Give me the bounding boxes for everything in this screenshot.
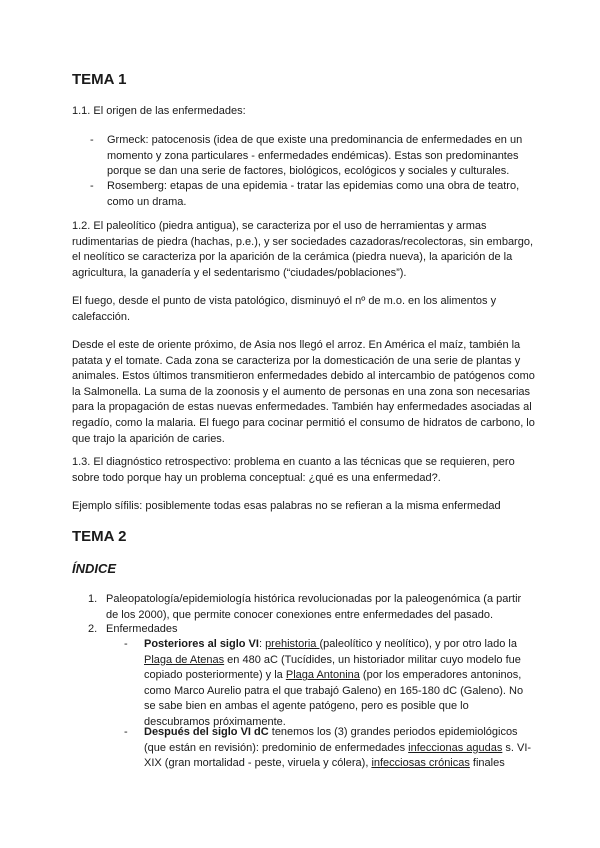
paragraph-sifilis: Ejemplo sífilis: posiblemente todas esas palabras no se refieran a la misma enfermedad: [72, 500, 501, 512]
sub-bullet-marker: -: [124, 638, 128, 650]
sub-bullet-text: [144, 637, 534, 731]
numbered-item: [88, 592, 538, 624]
item-number: 1.: [88, 593, 98, 605]
text-run: s. VI-XIX (gran mortalidad - peste, viruela y cólera),: [144, 741, 532, 770]
tema1-title: TEMA 1: [72, 71, 127, 88]
underlined-term: Plaga de Atenas: [144, 653, 225, 666]
sub-bullet-marker: -: [124, 726, 128, 738]
item-text: Paleopatología/epidemiología histórica revolucionadas por la paleogenómica (a partir de los 2000), que permite conocer conexiones entre enfermedades del pasado.: [106, 593, 522, 621]
paragraph-oriente: Desde el este de oriente próximo, de Asia nos llegó el arroz. En América el maíz, también la patata y el tomate. Cada zona se caracteriza por la domesticación de una serie de plantas y animales. Estos últimos transmitieron enfermedades debido al intercambio de patógenos como la Salmonella. La suma de la zoonosis y el aumento de personas en una zona son necesarias para la propagación de estas nuevas enfermedades. También hay enfermedades asociadas al regadío, como la malaria. El fuego para cocinar permitió el consumo de hidratos de carbono, lo que trajo la aparición de caries.: [72, 339, 535, 445]
text-run: tenemos los (3) grandes periodos epidemiológicos (que están en revisión): predominio de enfermedades: [144, 726, 518, 754]
bullet-text: Grmeck: patocenosis (idea de que existe una predominancia de enfermedades en un momento y zona particulares - enfermedades endémicas). Estas son predominantes porque se dan una serie de factores, biológicos, ecológicos y sociales y culturales.: [107, 134, 523, 178]
text-run: (paleolítico y neolítico), y por otro lado la: [319, 638, 517, 650]
paragraph-fuego: El fuego, desde el punto de vista patológico, disminuyó el nº de m.o. en los alimentos y calefacción.: [72, 295, 497, 323]
item-text: Enfermedades: [106, 623, 178, 635]
bold-term: Después del siglo VI dC: [144, 726, 269, 738]
tema2-title: TEMA 2: [72, 528, 127, 545]
underlined-term: infecciosas crónicas: [371, 757, 470, 770]
sub-bullet-item: [124, 725, 534, 773]
item-number: 2.: [88, 623, 98, 635]
underlined-term: prehistoria: [265, 638, 320, 650]
text-run: finales: [469, 757, 505, 770]
bullet-text: Rosemberg: etapas de una epidemia - tratar las epidemias como una obra de teatro, como un drama.: [107, 180, 520, 208]
bullet-marker: -: [90, 134, 94, 146]
paragraph-1-3: 1.3. El diagnóstico retrospectivo: problema en cuanto a las técnicas que se requieren, pero sobre todo porque hay un problema conceptual: ¿qué es una enfermedad?.: [72, 456, 515, 484]
text-run: :: [258, 638, 266, 650]
bullet-item: [90, 133, 530, 181]
underlined-term: infeccionas agudas: [408, 741, 503, 754]
text-run: (por los emperadores antoninos, como Marco Aurelio patra el que trabajó Galeno) en 165-180 dC (Galeno). No se sabe bien en ambas el agente patógeno, pero es posible que lo descubramos próximamente.: [144, 669, 524, 728]
section-1-1: 1.1. El origen de las enfermedades:: [72, 105, 246, 117]
numbered-item: [88, 622, 538, 638]
indice-heading: ÍNDICE: [72, 561, 117, 576]
sub-bullet-item: [124, 637, 534, 727]
bullet-item: [90, 179, 530, 211]
bold-term: Posteriores al siglo VI: [144, 638, 259, 650]
bullet-marker: -: [90, 180, 94, 192]
text-run: en 480 aC (Tucídides, un historiador militar cuyo modelo fue copiado posteriormente) y la: [144, 653, 521, 682]
sub-bullet-text: [144, 725, 534, 772]
paragraph-1-2: 1.2. El paleolítico (piedra antigua), se caracteriza por el uso de herramientas y armas rudimentarias de piedra (hachas, p.e.), y ser sociedades cazadoras/recolectoras, sin embargo, el neolítico se caracteriza por la aparición de la cerámica (piedra nueva), la aparición de la agricultura, la ganadería y el sedentarismo (“ciudades/poblaciones”).: [72, 220, 534, 279]
underlined-term: Plaga Antonina: [285, 669, 360, 682]
